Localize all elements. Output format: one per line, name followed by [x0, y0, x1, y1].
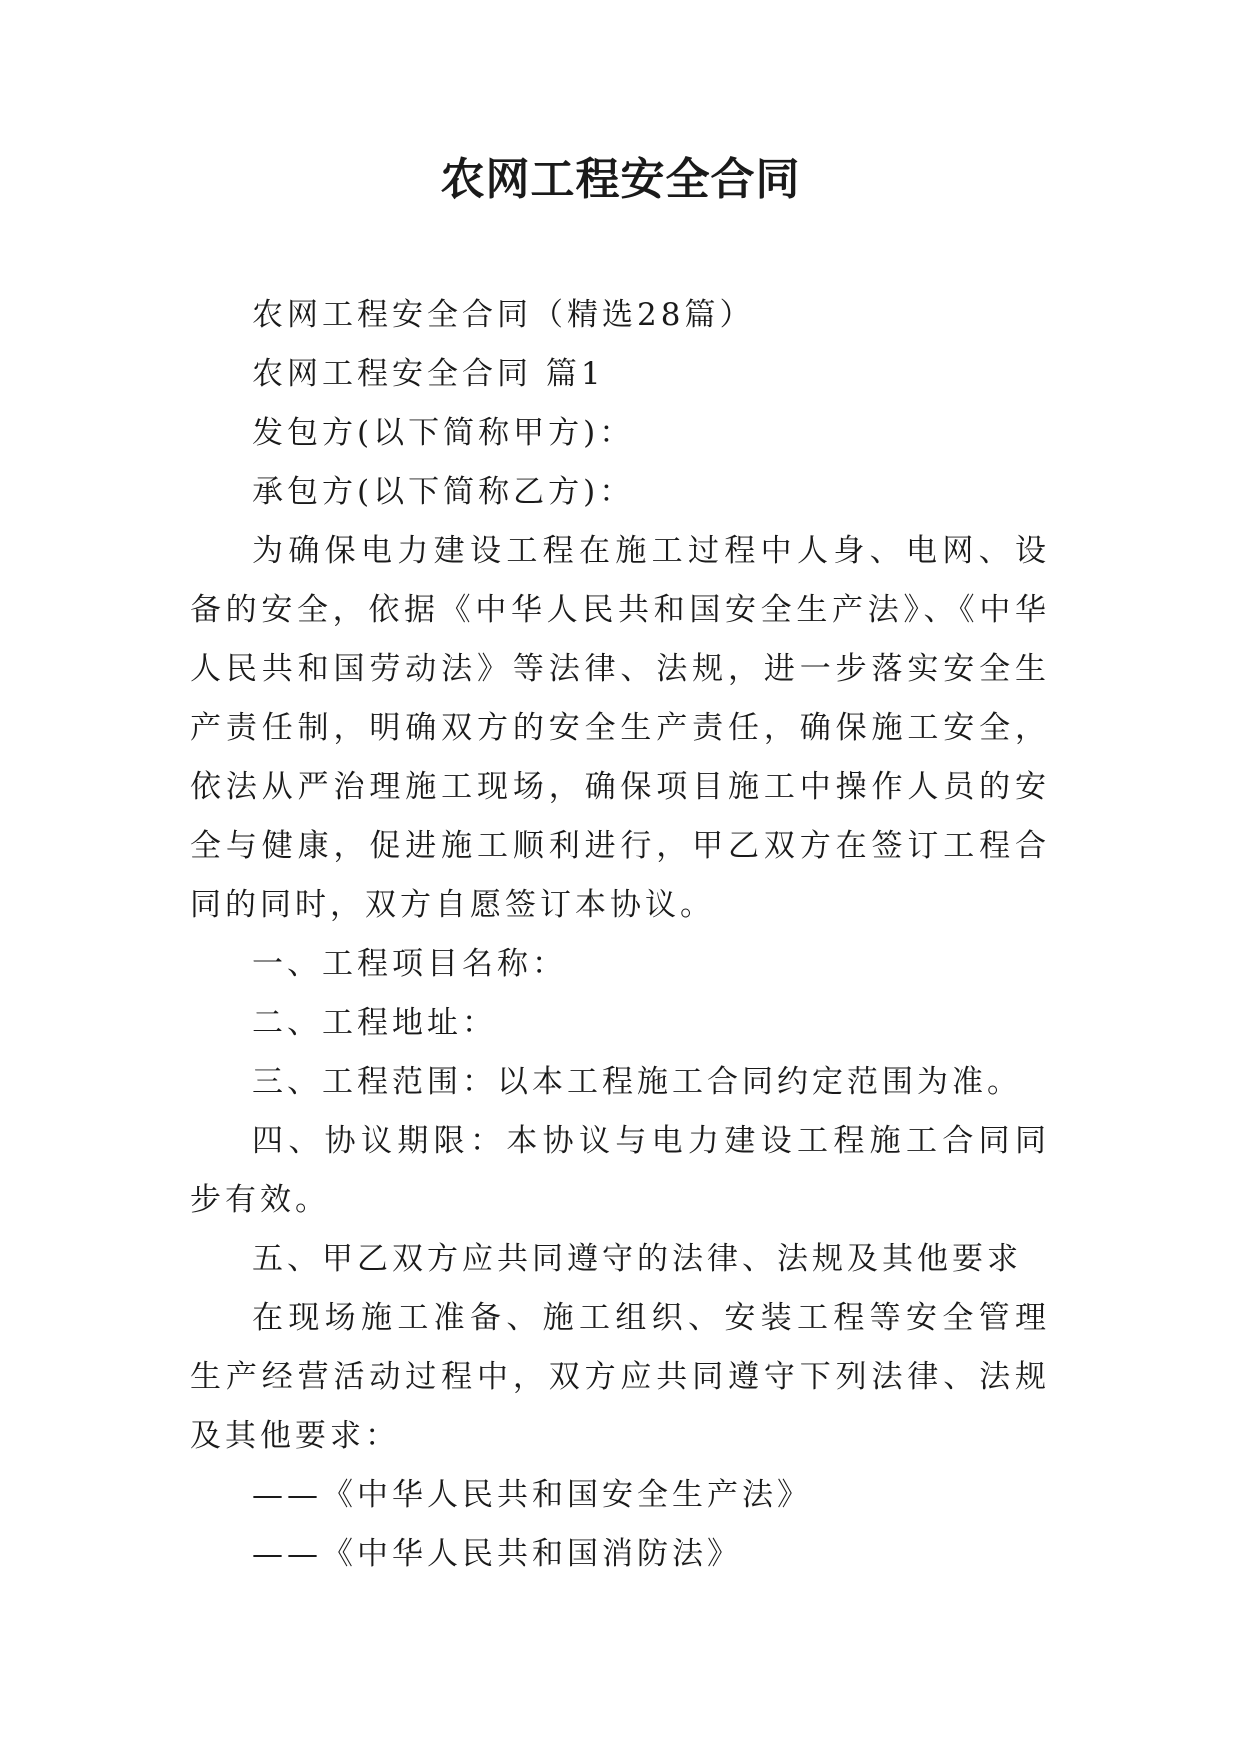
- clause-project-scope: 三、工程范围：以本工程施工合同约定范围为准。: [252, 1064, 1022, 1100]
- party-a-line: 发包方(以下简称甲方)：: [252, 415, 635, 451]
- subtitle-paragraph: 农网工程安全合同（精选28篇）: [252, 297, 755, 333]
- section-heading: 农网工程安全合同 篇1: [252, 356, 605, 392]
- clause-project-name: 一、工程项目名称：: [252, 946, 567, 982]
- law-list-item: ——《中华人民共和国安全生产法》: [252, 1477, 812, 1513]
- clause-project-address: 二、工程地址：: [252, 1005, 497, 1041]
- law-list-item: ——《中华人民共和国消防法》: [252, 1536, 742, 1572]
- document-title: 农网工程安全合同: [440, 154, 801, 205]
- clause-agreement-term: 四、协议期限：本协议与电力建设工程施工合同同步有效。: [190, 1123, 1050, 1218]
- document-body: [190, 286, 1050, 1584]
- clause-laws-heading: 五、甲乙双方应共同遵守的法律、法规及其他要求: [252, 1241, 1022, 1277]
- party-b-line: 承包方(以下简称乙方)：: [252, 474, 635, 510]
- clause-laws-intro: 在现场施工准备、施工组织、安装工程等安全管理生产经营活动过程中，双方应共同遵守下列法律、法规及其他要求：: [190, 1300, 1050, 1454]
- preamble-paragraph: 为确保电力建设工程在施工过程中人身、电网、设备的安全，依据《中华人民共和国安全生产法》、《中华人民共和国劳动法》等法律、法规，进一步落实安全生产责任制，明确双方的安全生产责任，确保施工安全，依法从严治理施工现场，确保项目施工中操作人员的安全与健康，促进施工顺利进行，甲乙双方在签订工程合同的同时，双方自愿签订本协议。: [190, 533, 1050, 923]
